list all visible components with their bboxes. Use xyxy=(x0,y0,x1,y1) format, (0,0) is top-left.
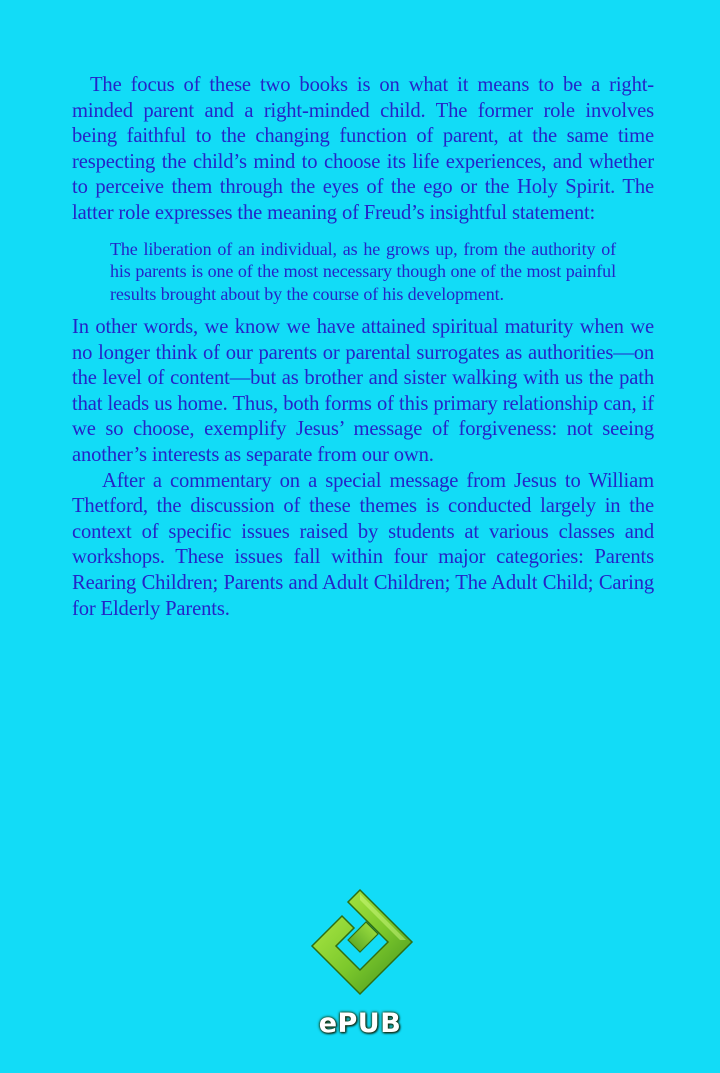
paragraph-2: In other words, we know we have attained spiritual maturity when we no longer think of our parents or parental surrogates as authorities—on the level of content—but as brother and sister walking with us the path that leads us home. Thus, both forms of this primary relationship can, if we so choose, exemplify Jesus’ message of forgiveness: not seeing another’s interests as separate from our own. xyxy=(72,316,654,467)
epub-logo-icon xyxy=(302,888,418,1006)
description-text xyxy=(72,73,654,622)
paragraph-3: After a commentary on a special message from Jesus to William Thetford, the discussion of these themes is conducted largely in the context of specific issues raised by students at various classes and workshops. These issues fall within four major categories: Parents Rearing Children; Parents and Adult Children; The Adult Child; Caring for Elderly Parents. xyxy=(72,469,654,620)
epub-logo-label: ePUB xyxy=(318,1008,402,1039)
freud-quote: The liberation of an individual, as he grows up, from the authority of his parents is one of the most necessary though one of the most painful results brought about by the course of his development. xyxy=(110,238,616,304)
paragraph-1: The focus of these two books is on what it means to be a right-minded parent and a right-minded child. The former role involves being faithful to the changing function of parent, at the same time respecting the child’s mind to choose its life experiences, and whether to perceive them through the eyes of the ego or the Holy Spirit. The latter role expresses the meaning of Freud’s insightful statement: xyxy=(72,74,654,224)
epub-logo xyxy=(302,888,418,1048)
